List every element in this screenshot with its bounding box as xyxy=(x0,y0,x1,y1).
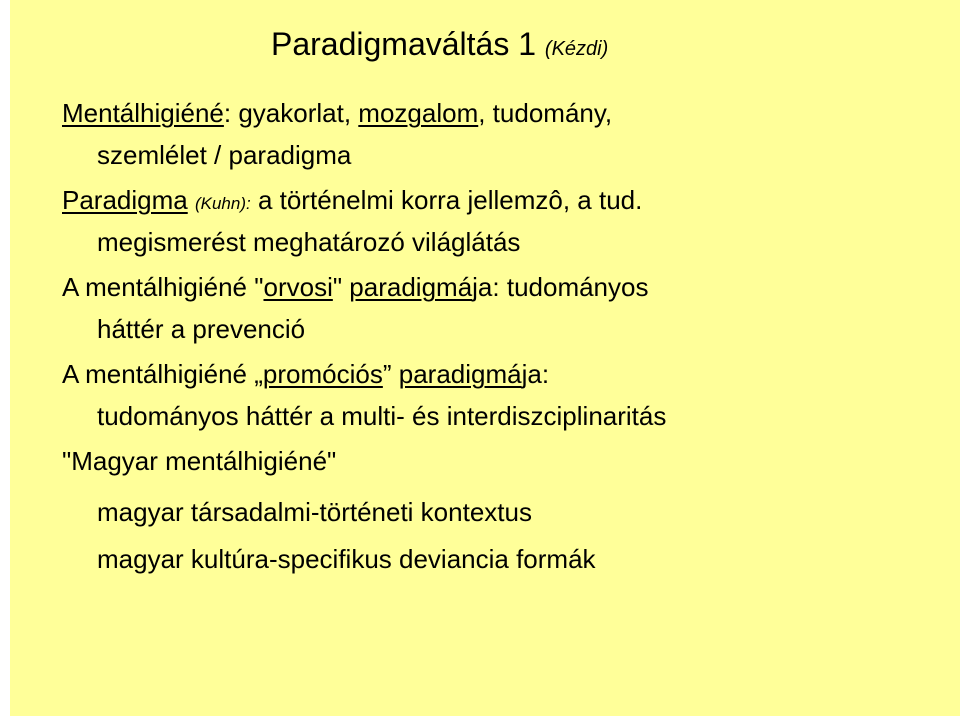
text-segment: A mentálhigiéné " xyxy=(62,272,264,302)
text-segment xyxy=(188,185,195,215)
bullet-1-line-2 xyxy=(97,142,351,168)
underlined-term: mozgalom xyxy=(358,98,479,128)
text-segment: , tudomány, xyxy=(478,98,613,128)
text-segment: magyar társadalmi-történeti kontextus xyxy=(97,497,532,527)
underlined-term: Paradigma xyxy=(62,185,188,215)
bullet-3-line-2 xyxy=(97,316,305,342)
text-segment: szemlélet / paradigma xyxy=(97,140,352,170)
text-segment: (Kuhn): xyxy=(194,194,251,213)
title-main: Paradigmaváltás 1 xyxy=(271,26,537,62)
text-segment: megismerést meghatározó világlátás xyxy=(97,227,521,257)
text-segment: " xyxy=(332,272,350,302)
text-segment: ” xyxy=(382,359,399,389)
text-segment: ja: xyxy=(521,359,550,389)
text-segment: "Magyar mentálhigiéné" xyxy=(62,446,337,476)
underlined-term: paradigmá xyxy=(398,359,522,389)
bullet-3-line-1 xyxy=(62,274,648,300)
text-segment: háttér a prevenció xyxy=(97,314,306,344)
text-segment: : gyakorlat, xyxy=(223,98,359,128)
bullet-7-line-1 xyxy=(97,546,596,572)
text-segment: a történelmi korra jellemzô, a tud. xyxy=(250,185,643,215)
text-segment: ja: tudományos xyxy=(472,272,649,302)
text-segment: A mentálhigiéné „ xyxy=(62,359,263,389)
underlined-term: orvosi xyxy=(263,272,333,302)
slide-title xyxy=(271,28,608,60)
bullet-4-line-1 xyxy=(62,361,549,387)
text-segment: magyar kultúra-specifikus deviancia formák xyxy=(97,544,596,574)
bullet-2-line-1 xyxy=(62,187,642,213)
bullet-1-line-1 xyxy=(62,100,612,126)
bullet-4-line-2 xyxy=(97,403,666,429)
bullet-2-line-2 xyxy=(97,229,520,255)
underlined-term: paradigmá xyxy=(349,272,473,302)
title-subtitle: (Kézdi) xyxy=(544,38,609,60)
bullet-5-line-1 xyxy=(62,448,336,474)
text-segment: tudományos háttér a multi- és interdiszciplinaritás xyxy=(97,401,667,431)
underlined-term: Mentálhigiéné xyxy=(62,98,224,128)
underlined-term: promóciós xyxy=(262,359,383,389)
bullet-6-line-1 xyxy=(97,499,532,525)
